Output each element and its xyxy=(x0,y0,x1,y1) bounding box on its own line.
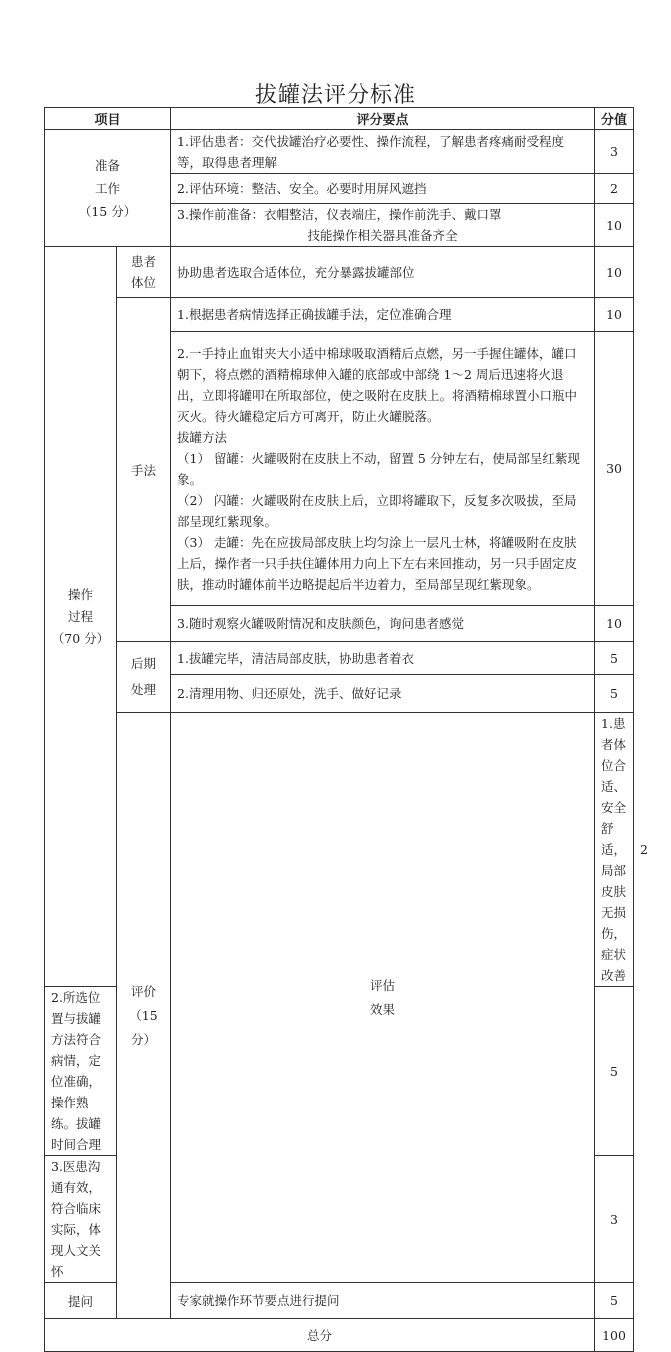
score-value: 5 xyxy=(595,1283,634,1319)
score-value: 5 xyxy=(595,987,634,1156)
score-value: 10 xyxy=(595,204,634,247)
criterion-text xyxy=(171,204,595,247)
header-score: 分值 xyxy=(595,108,634,130)
criterion-text: 1.根据患者病情选择正确拔罐手法，定位准确合理 xyxy=(171,298,595,332)
total-label: 总分 xyxy=(45,1319,595,1352)
label-line: 评价 xyxy=(131,983,157,999)
label-line: 后期 xyxy=(131,656,157,671)
criterion-line: （1） 留罐：火罐吸附在皮肤上不动，留置 5 分钟左右，使局部呈红紫现象。 xyxy=(177,450,580,487)
subsection-label-technique: 手法 xyxy=(117,298,171,642)
subsection-label-position xyxy=(117,247,171,298)
total-row xyxy=(45,1319,634,1352)
header-points: 评分要点 xyxy=(171,108,595,130)
criterion-line: （2） 闪罐：火罐吸附在皮肤上后，立即将罐取下，反复多次吸拔，至局部呈现红紫现象。 xyxy=(177,492,577,529)
label-line: 工作 xyxy=(95,180,121,196)
section-label-evaluation xyxy=(117,713,171,1319)
score-value: 5 xyxy=(595,642,634,675)
label-line: （15 分） xyxy=(78,203,137,219)
criterion-text: 2.清理用物、归还原处，洗手、做好记录 xyxy=(171,675,595,713)
label-line: 处理 xyxy=(131,682,157,697)
criterion-text xyxy=(171,332,595,606)
label-line: 效果 xyxy=(370,1001,396,1017)
table-row xyxy=(45,642,634,675)
table-header-row xyxy=(45,108,634,130)
subsection-label-question: 提问 xyxy=(45,1283,117,1319)
label-line: （15 分） xyxy=(129,1007,158,1047)
label-line: 过程 xyxy=(67,608,93,624)
label-line: 操作 xyxy=(67,586,93,602)
criterion-text: 3.医患沟通有效，符合临床实际，体现人文关怀 xyxy=(45,1156,117,1283)
document-title: 拔罐法评分标准 xyxy=(254,83,416,108)
label-line: （70 分） xyxy=(51,630,110,646)
criterion-line: 2.一手持止血钳夹大小适中棉球吸取酒精后点燃，另一手握住罐体，罐口朝下，将点燃的酒精棉球伸入罐的底部或中部绕 1～2 周后迅速将火退出，立即将罐叩在所取部位，使之吸附在皮肤上。将酒精棉球置小口瓶中灭火。待火罐稳定后方可离开，防止火罐脱落。 xyxy=(177,345,578,424)
criterion-text: 2.所选位置与拔罐方法符合病情，定位准确，操作熟练。拔罐时间合理 xyxy=(45,987,117,1156)
scoring-table xyxy=(44,107,648,1352)
section-label-operation xyxy=(45,247,117,987)
label-line: 患者 xyxy=(131,254,157,269)
score-value: 2 xyxy=(595,174,634,204)
total-score: 100 xyxy=(595,1319,634,1352)
criterion-text: 1.评估患者：交代拔罐治疗必要性、操作流程，了解患者疼痛耐受程度等，取得患者理解 xyxy=(171,130,595,174)
criterion-line: 拔罐方法 xyxy=(177,429,228,445)
header-item: 项目 xyxy=(45,108,171,130)
subsection-label-after xyxy=(117,642,171,713)
score-value: 5 xyxy=(595,675,634,713)
section-label-prep xyxy=(45,130,171,247)
criterion-text: 2.评估环境：整洁、安全。必要时用屏风遮挡 xyxy=(171,174,595,204)
score-value: 10 xyxy=(595,247,634,298)
score-value: 10 xyxy=(595,298,634,332)
criterion-text: 1.患者体位合适、安全舒适，局部皮肤无损伤，症状改善 xyxy=(595,713,634,987)
criterion-line: 技能操作相关器具准备齐全 xyxy=(307,228,458,243)
table-row xyxy=(45,247,634,298)
table-row xyxy=(45,130,634,174)
label-line: 体位 xyxy=(131,275,157,290)
criterion-line: 3.操作前准备：衣帽整洁，仪表端庄，操作前洗手、戴口罩 xyxy=(177,207,502,222)
table-row: 评价 （15 分） 评估 效果 1.患者体位合适、安全舒适，局部皮肤无损伤，症状改善 2 xyxy=(45,713,634,987)
score-value: 30 xyxy=(595,332,634,606)
score-value: 3 xyxy=(595,130,634,174)
criterion-text: 协助患者选取合适体位，充分暴露拔罐部位 xyxy=(171,247,595,298)
criterion-text: 1.拔罐完毕，清洁局部皮肤，协助患者着衣 xyxy=(171,642,595,675)
score-value: 3 xyxy=(595,1156,634,1283)
criterion-line: （3） 走罐：先在应拔局部皮肤上均匀涂上一层凡士林，将罐吸附在皮肤上后，操作者一只手扶住罐体用力向上下左右来回推动，另一只手固定皮肤，推动时罐体前半边略提起后半边着力，至局部呈现红紫现象。 xyxy=(177,534,578,592)
table-row xyxy=(45,298,634,332)
score-value: 10 xyxy=(595,606,634,642)
label-line: 评估 xyxy=(370,977,396,993)
criterion-text: 专家就操作环节要点进行提问 xyxy=(171,1283,595,1319)
subsection-label-effect xyxy=(171,713,595,1283)
criterion-text: 3.随时观察火罐吸附情况和皮肤颜色，询问患者感觉 xyxy=(171,606,595,642)
label-line: 准备 xyxy=(95,157,121,173)
